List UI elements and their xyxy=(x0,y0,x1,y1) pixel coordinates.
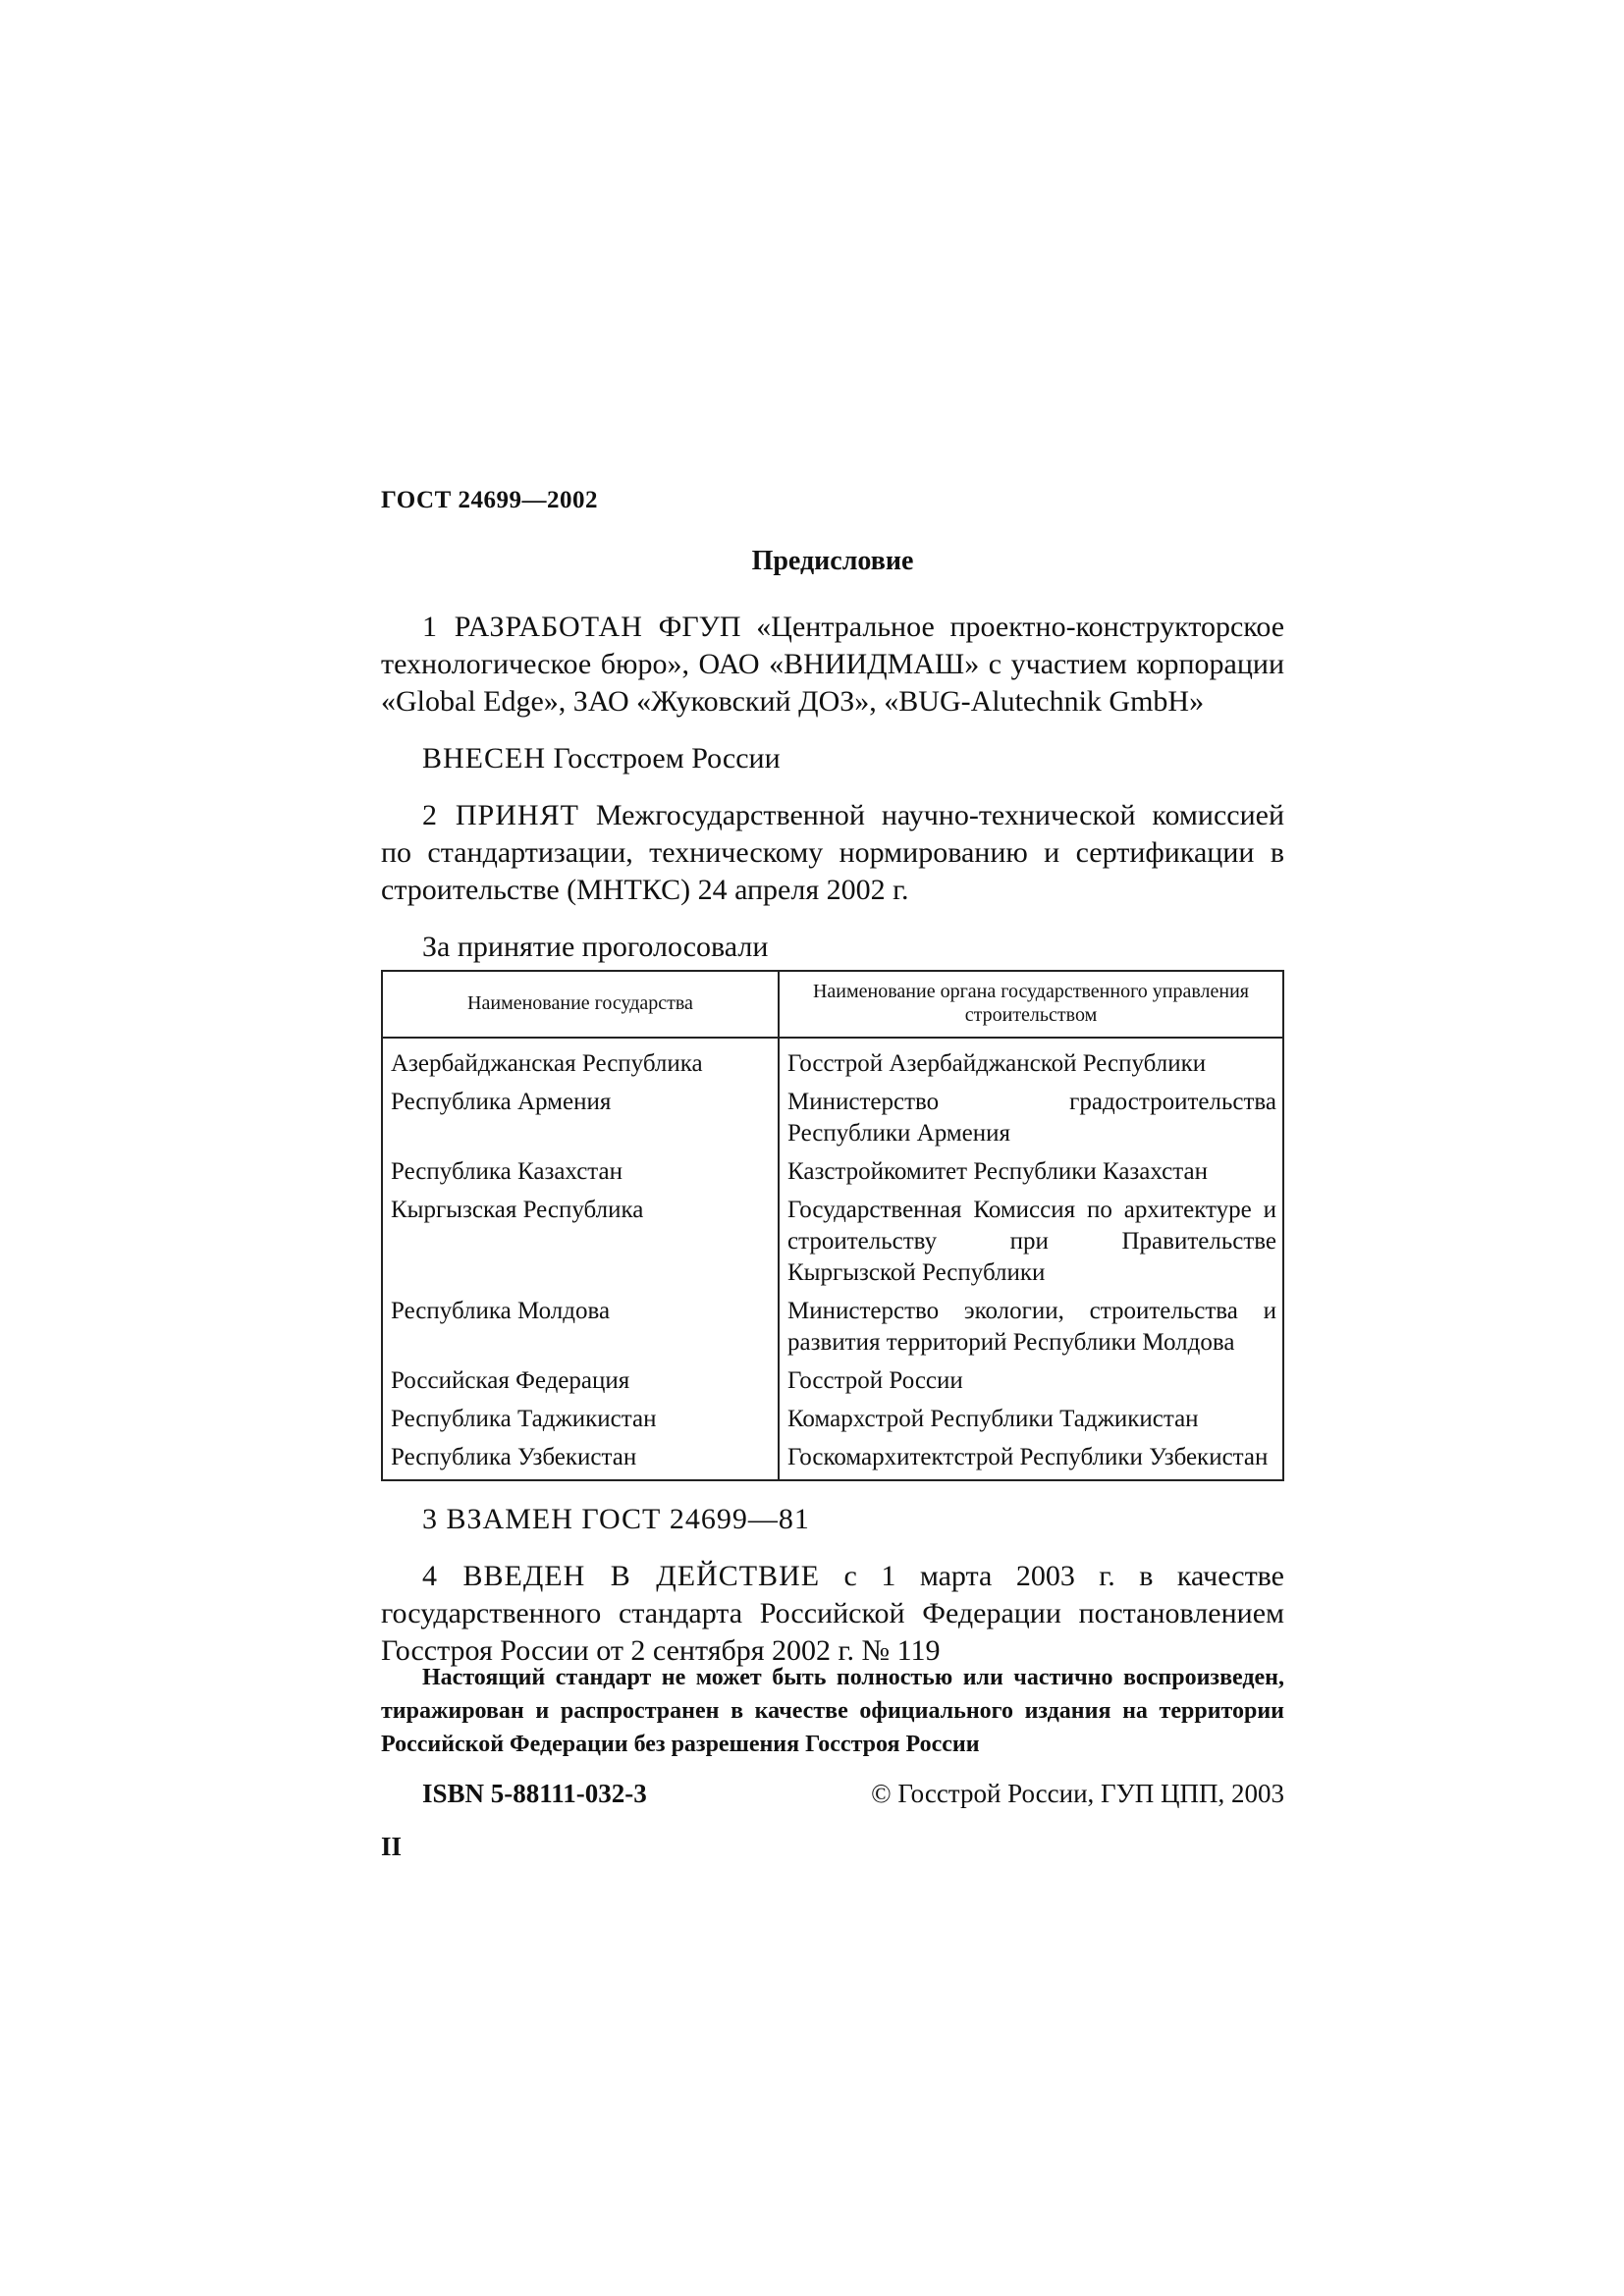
copyright-notice: Настоящий стандарт не может быть полностью или частично воспроизведен, тиражирован и распространен в качестве официального издания на территории Российской Федерации без разрешения Госстроя России xyxy=(381,1665,1284,1757)
paragraph-adopted xyxy=(381,797,1284,909)
organ-cell: Госстрой России xyxy=(779,1362,1283,1401)
paragraph-lead: 3 ВЗАМЕН ГОСТ 24699—81 xyxy=(422,1503,810,1535)
organ-cell: Государственная Комиссия по архитектуре и строительству при Правительстве Кыргызской Республики xyxy=(779,1192,1283,1293)
table-row xyxy=(382,1192,1283,1293)
paragraph-text: ФГУП «Центральное проектно-конструкторское технологическое бюро», ОАО «ВНИИДМАШ» с участием корпорации «Global Edge», ЗАО «Жуковский ДОЗ», «BUG-Alutechnik GmbH» xyxy=(381,611,1285,718)
table-row xyxy=(382,1293,1283,1362)
paragraph-replaces xyxy=(381,1501,1284,1538)
voted-label: За принятие проголосовали xyxy=(422,931,769,963)
state-cell: Республика Казахстан xyxy=(382,1153,779,1192)
organ-cell: Госстрой Азербайджанской Республики xyxy=(779,1038,1283,1084)
organ-cell: Казстройкомитет Республики Казахстан xyxy=(779,1153,1283,1192)
header-organ: Наименование органа государственного управления строительством xyxy=(779,971,1283,1038)
organ-cell: Госкомархитектстрой Республики Узбекистан xyxy=(779,1439,1283,1480)
table-row xyxy=(382,1084,1283,1153)
voting-table xyxy=(381,970,1284,1481)
organ-cell: Министерство градостроительства Республики Армения xyxy=(779,1084,1283,1153)
foreword-title: Предисловие xyxy=(751,546,914,576)
table-row xyxy=(382,1153,1283,1192)
table-row xyxy=(382,1038,1283,1084)
standard-code: ГОСТ 24699—2002 xyxy=(381,487,599,513)
state-cell: Азербайджанская Республика xyxy=(382,1038,779,1084)
paragraph-lead: 4 ВВЕДЕН В ДЕЙСТВИЕ xyxy=(422,1560,821,1592)
state-cell: Республика Армения xyxy=(382,1084,779,1153)
page-number: II xyxy=(381,1832,403,1861)
table-row xyxy=(382,1439,1283,1480)
paragraph-text: Госстроем России xyxy=(546,742,781,774)
paragraph-text: с 1 марта 2003 г. в качестве государственного стандарта Российской Федерации постановлением Госстроя России от 2 сентября 2002 г. № 119 xyxy=(381,1560,1284,1667)
header-state: Наименование государства xyxy=(382,971,779,1038)
organ-cell: Министерство экологии, строительства и развития территорий Республики Молдова xyxy=(779,1293,1283,1362)
paragraph-lead: 1 РАЗРАБОТАН xyxy=(422,611,643,643)
paragraph-effective xyxy=(381,1558,1284,1670)
paragraph-lead: ВНЕСЕН xyxy=(422,742,546,774)
paragraph-lead: 2 ПРИНЯТ xyxy=(422,799,579,831)
state-cell: Российская Федерация xyxy=(382,1362,779,1401)
isbn: ISBN 5-88111-032-3 xyxy=(422,1779,647,1808)
organ-cell: Комархстрой Республики Таджикистан xyxy=(779,1401,1283,1439)
table-header-row xyxy=(382,971,1283,1038)
paragraph-introduced xyxy=(381,740,1284,777)
paragraph-developed xyxy=(381,609,1284,721)
state-cell: Республика Таджикистан xyxy=(382,1401,779,1439)
state-cell: Республика Молдова xyxy=(382,1293,779,1362)
state-cell: Кыргызская Республика xyxy=(382,1192,779,1293)
paragraph-text: Межгосударственной научно-технической комиссией по стандартизации, техническому нормированию и сертификации в строительстве (МНТКС) 24 апреля 2002 г. xyxy=(381,799,1285,906)
table-row xyxy=(382,1401,1283,1439)
copyright: © Госстрой России, ГУП ЦПП, 2003 xyxy=(871,1779,1284,1808)
table-row xyxy=(382,1362,1283,1401)
foreword-content xyxy=(381,609,1284,1689)
state-cell: Республика Узбекистан xyxy=(382,1439,779,1480)
